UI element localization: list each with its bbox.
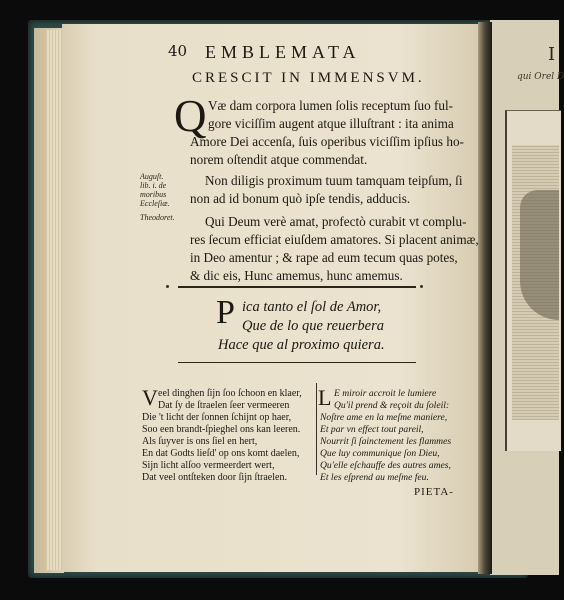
french-line6: Que luy communique ſon Dieu, <box>320 448 440 459</box>
margin-note-augustine-2: lib. i. de <box>140 181 167 190</box>
facing-page-letter: I <box>548 44 556 65</box>
rule-upper <box>178 286 416 288</box>
drop-cap-q: Q <box>174 91 207 141</box>
para2-line2: non ad id bonum quò ipſe tendis, adducis. <box>190 191 411 206</box>
margin-note-augustine-3: moribus <box>140 190 167 199</box>
spanish-line2: Que de lo que reuerbera <box>242 318 385 334</box>
dutch-line2: Dat ſy de ſtraelen ſeer vermeeren <box>158 400 290 411</box>
french-line2: Qu'il prend & reçoit du ſoleil: <box>334 400 450 411</box>
spanish-line3: Hace que al proximo quiera. <box>218 337 385 353</box>
para1-line2: gore viciſſim augent atque illuſtrant : ita anima <box>208 116 454 131</box>
para3-line4: & dic eis, Hunc amemus, hunc amemus. <box>190 268 403 283</box>
page-number: 40 <box>168 42 188 60</box>
ornament-dot-left <box>166 285 169 288</box>
facing-page-caption: qui Orel D <box>517 72 564 82</box>
dutch-line1: eel dinghen ſijn ſoo ſchoon en klaer, <box>158 388 302 399</box>
para3-line1: Qui Deum verè amat, profectò curabit vt complu- <box>205 214 467 229</box>
para2-line1: Non diligis proximum tuum tamquam teipſum, ſi <box>205 173 463 188</box>
para3-line2: res ſecum efficiat eiuſdem amatores. Si placent animæ, <box>190 232 479 247</box>
column-divider <box>316 383 317 475</box>
drop-cap-p: P <box>216 294 235 331</box>
dutch-line8: Dat veel ontſteken door ſijn ſtraelen. <box>142 472 287 483</box>
emblem-title: CRESCIT IN IMMENSVM. <box>192 70 425 86</box>
margin-note-augustine-1: Auguſt. <box>140 172 164 181</box>
drop-cap-v: V <box>142 385 158 410</box>
book-gutter <box>478 22 492 574</box>
french-line4: Et par vn effect tout pareil, <box>320 424 424 435</box>
french-line8: Et les eſprend au meſme feu. <box>320 472 429 483</box>
dutch-line7: Sijn licht alſoo vermeerdert wert, <box>142 460 275 471</box>
dutch-line3: Die 't licht der ſonnen ſchijnt op haer, <box>142 412 292 423</box>
para1-line4: norem oſtendit atque commendat. <box>190 152 368 167</box>
para1-line3: Amore Dei accenſa, ſuis operibus viciſſim ipſius ho- <box>190 134 464 149</box>
french-line3: Noſtre ame en la meſme maniere, <box>320 412 448 423</box>
french-line5: Nourrit ſi ſainctement les flammes <box>320 436 452 447</box>
rule-lower <box>178 362 416 363</box>
running-head: EMBLEMATA <box>205 42 361 62</box>
catchword: PIETA- <box>414 486 454 498</box>
ornament-dot-right <box>420 285 423 288</box>
margin-note-theodoret: Theodoret. <box>140 213 175 222</box>
para1-line1: Væ dam corpora lumen ſolis receptum ſuo ful- <box>208 98 454 113</box>
dutch-line4: Soo een brandt-ſpieghel ons kan leeren. <box>142 424 301 435</box>
drop-cap-l: L <box>318 385 332 410</box>
french-line1: E miroir accroit le lumiere <box>334 388 437 399</box>
spanish-line1: ica tanto el ſol de Amor, <box>242 299 382 315</box>
margin-note-augustine-4: Eccleſiæ. <box>140 199 170 208</box>
para3-line3: in Deo amentur ; & rape ad eum tecum quas potes, <box>190 250 458 265</box>
engraving-figure <box>520 190 559 320</box>
dutch-line6: En dat Godts lieſd' op ons komt daelen, <box>142 448 300 459</box>
french-line7: Qu'elle eſchauffe des autres ames, <box>320 460 451 471</box>
dutch-line5: Als ſuyver is ons ſiel en hert, <box>142 436 258 447</box>
